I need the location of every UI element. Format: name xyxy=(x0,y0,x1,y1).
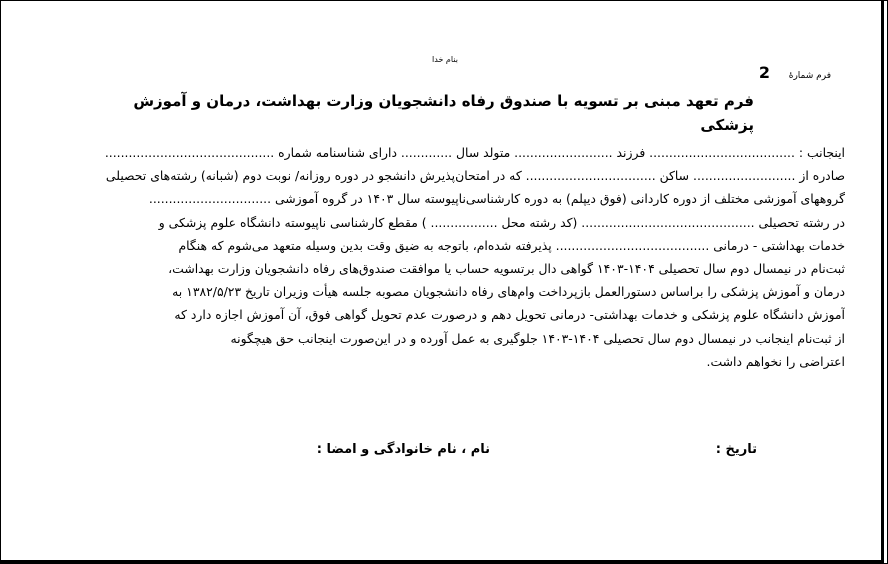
signature-label: نام ، نام خانوادگی و امضا : xyxy=(316,442,490,457)
text-line: خدمات بهداشتی - درمانی ....................................... پذیرفته شده‌ام، باتوجه به ضیق وقت بدین وسیله متعهد می‌شوم که هنگام xyxy=(178,237,845,253)
text-line: اینجانب : ..................................... فرزند ......................... متولد سال ............. دارای شناسنامه شماره ........................................... xyxy=(104,145,845,160)
date-label: تاریخ : xyxy=(715,442,757,457)
text-line: از ثبت‌نام اینجانب در نیمسال دوم سال تحصیلی ۱۴۰۴-۱۴۰۳ جلوگیری به عمل آورده و در این‌صورت اینجانب حق هیچگونه xyxy=(230,330,845,346)
text-line: گروههای آموزشی مختلف از دوره کاردانی (فوق دیپلم) به دوره کارشناسی‌ناپیوسته سال ۱۴۰۳ در گروه آموزشی ............................... xyxy=(148,191,845,207)
form-number-value: 2 xyxy=(758,63,770,82)
bottom-border xyxy=(1,560,883,563)
form-number-label: فرم شمارهٔ xyxy=(788,71,831,81)
form-title: فرم تعهد مبنی بر تسویه با صندوق رفاه دانشجویان وزارت بهداشت، درمان و آموزش پزشکی xyxy=(133,92,754,134)
text-line: ثبت‌نام در نیمسال دوم سال تحصیلی ۱۴۰۴-۱۴۰۳ گواهی دال برتسویه حساب یا موافقت صندوق‌های رفاه دانشجویان وزارت بهداشت، xyxy=(168,261,845,277)
right-border xyxy=(881,1,884,563)
text-line: در رشته تحصیلی ............................................ (کد رشته محل ................. ) مقطع کارشناسی ناپیوسته دانشگاه علوم پزشکی و xyxy=(158,214,845,230)
text-line: اعتراضی را نخواهم داشت. xyxy=(706,353,845,369)
bismillah-heading: بنام خدا xyxy=(432,55,458,64)
text-line: صادره از .......................... ساکن ................................. که در امتحان‌پذیرش دانشجو در دوره روزانه/ نوبت دوم (شبانه) رشته‌های تحصیلی xyxy=(105,168,845,184)
commitment-text xyxy=(37,141,845,373)
text-line: آموزش دانشگاه علوم پزشکی و خدمات بهداشتی- درمانی تحویل دهم و درصورت عدم تحویل گواهی فوق، آن آموزش اجازه دارد که xyxy=(174,307,845,323)
text-line: درمان و آموزش پزشکی را براساس دستورالعمل بازپرداخت وام‌های رفاه دانشجویان مصوبه جلسه هیأت وزیران تاریخ ۱۳۸۲/۵/۲۳ به xyxy=(172,284,845,300)
